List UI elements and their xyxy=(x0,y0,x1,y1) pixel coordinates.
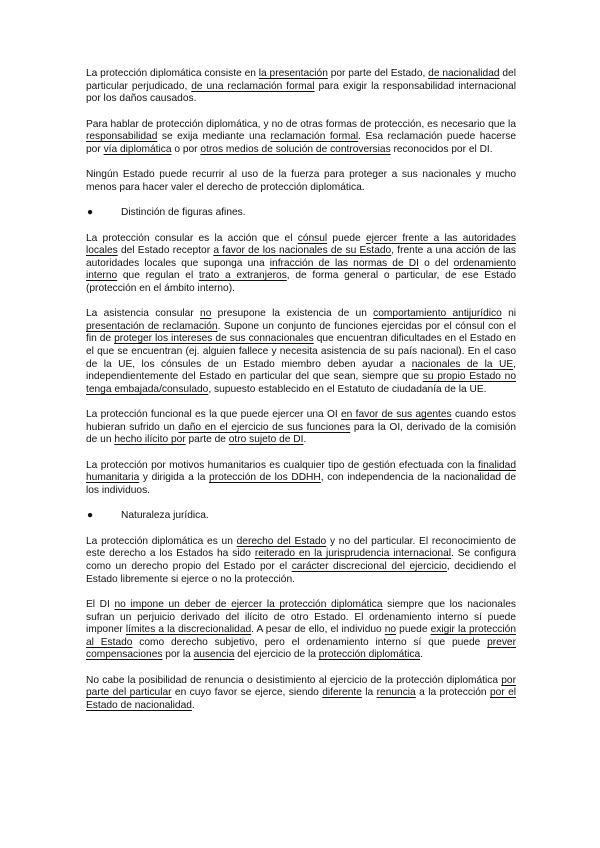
text-run: El DI xyxy=(86,598,115,610)
text-run: La protección diplomática es un xyxy=(86,535,237,547)
underlined-text: nacionales de la UE xyxy=(411,358,514,370)
underlined-text: cónsul xyxy=(297,232,328,244)
text-run: . xyxy=(420,649,423,661)
paragraph-reclamation xyxy=(86,119,516,157)
paragraph-force xyxy=(86,169,516,194)
text-run: La asistencia consular xyxy=(86,308,201,320)
underlined-text: infracción de las normas de DI xyxy=(269,257,419,269)
underlined-text: protección diplomática xyxy=(318,649,421,661)
text-run: la xyxy=(361,687,377,699)
underlined-text: vía diplomática xyxy=(103,143,172,155)
underlined-text: de una reclamación formal xyxy=(191,80,315,92)
underlined-text: derecho del Estado xyxy=(236,535,327,547)
document-page xyxy=(86,68,516,725)
underlined-text: por el Estado de nacionalidad xyxy=(86,687,517,711)
paragraph-definition xyxy=(86,68,516,106)
text-run: parte de xyxy=(185,434,229,446)
text-run: puede xyxy=(396,624,431,636)
underlined-text: exigir la protección al Estado xyxy=(86,624,516,648)
text-run: siempre que los nacionales sufran un perjuicio derivado del ilícito de otro Estado. El ordenamiento interno sí puede imponer xyxy=(86,598,516,636)
paragraph-asistencia xyxy=(86,308,516,396)
paragraph-renuncia xyxy=(86,675,516,713)
underlined-text: trato a extranjeros xyxy=(198,270,287,282)
underlined-text: por parte del particular xyxy=(86,674,516,699)
text-run: para la OI, derivado de la comisión de un xyxy=(86,421,516,446)
underlined-text: daño en el ejercicio de sus funciones xyxy=(178,421,351,433)
text-run: o del xyxy=(418,257,454,269)
text-run: No cabe la posibilidad de renuncia o desistimiento al ejercicio de la protección diplomática xyxy=(86,674,502,686)
underlined-text: otros medios de solución de controversias xyxy=(200,143,391,155)
text-run: reconocidos por el DI. xyxy=(390,143,493,155)
text-run: , supuesto establecido en el Estatuto de ciudadanía de la UE. xyxy=(208,383,487,395)
underlined-text: no impone un deber de ejercer la protección diplomática xyxy=(114,598,383,610)
underlined-text: a favor de los nacionales de su Estado xyxy=(213,245,392,257)
text-run: para exigir la responsabilidad internacional por los daños causados. xyxy=(86,80,516,105)
underlined-text: de nacionalidad xyxy=(428,68,500,79)
text-run: . xyxy=(191,699,195,711)
underlined-text: finalidad humanitaria xyxy=(86,459,516,484)
text-run: por parte del Estado, xyxy=(327,68,429,79)
underlined-text: no xyxy=(200,308,212,320)
text-run: o por xyxy=(171,143,201,155)
text-run: presupone la existencia de un xyxy=(211,308,374,320)
underlined-text: ejercer frente a las autoridades locales xyxy=(86,232,516,257)
text-run: a la protección xyxy=(415,687,490,699)
paragraph-di-deber xyxy=(86,599,516,662)
text-run: . xyxy=(303,434,307,446)
underlined-text: en favor de sus agentes xyxy=(341,409,452,421)
text-run: cuando estos hubieran sufrido un xyxy=(86,409,517,433)
underlined-text: su propio Estado no tenga embajada/consulado xyxy=(86,371,516,395)
text-run: , decidiendo el Estado libremente si ejerce o no la protección. xyxy=(86,560,516,585)
text-run: del Estado receptor xyxy=(117,245,214,257)
underlined-text: hecho ilícito por xyxy=(114,434,186,446)
underlined-text: límites a la discrecionalidad xyxy=(125,624,252,636)
text-run: La protección funcional es la que puede ejercer una OI xyxy=(86,409,342,421)
text-run: . Supone un conjunto de funciones ejercidas por el cónsul con el fin de xyxy=(86,320,516,345)
underlined-text: prever compensaciones xyxy=(86,636,516,661)
text-run: y no del particular. El reconocimiento de este derecho a los Estados ha sido xyxy=(86,535,516,560)
text-run: Ningún Estado puede recurrir al uso de la fuerza para proteger a sus nacionales y mucho menos para hacer valer el derecho de protección diplomática. xyxy=(86,169,516,193)
text-run: , de forma general o particular, de ese Estado (protección en el ámbito interno). xyxy=(86,270,516,294)
underlined-text: proteger los intereses de sus connacionales xyxy=(114,333,314,345)
underlined-text: carácter discrecional del ejercicio xyxy=(291,560,447,572)
underlined-text: diferente xyxy=(322,687,362,699)
text-run: ni xyxy=(501,308,517,320)
text-run: La protección diplomática consiste en xyxy=(86,68,259,79)
text-run: . Se configura como un derecho propio del Estado por el xyxy=(86,548,517,572)
underlined-text: ordenamiento interno xyxy=(86,257,516,282)
text-run: por la xyxy=(162,649,194,661)
underlined-text: otro sujeto de DI xyxy=(228,434,304,446)
underlined-text: reclamación formal xyxy=(270,131,359,143)
text-run: Para hablar de protección diplomática, y no de otras formas de protección, es necesario que la xyxy=(86,118,516,130)
text-run: del particular perjudicado, xyxy=(86,68,516,92)
text-run: La protección consular es la acción que el xyxy=(86,232,298,244)
text-run: . Esa reclamación puede hacerse por xyxy=(86,131,516,155)
underlined-text: reiterado en la jurisprudencia internacional xyxy=(254,548,452,560)
text-run: y dirigida a la xyxy=(139,472,210,484)
text-run: como derecho subjetivo, pero el ordenamiento interno sí que puede xyxy=(132,636,488,648)
text-run: que encuentran dificultades en el Estado en el que se encuentran (ej. alguien fallece y necesita asistencia de su país nacional). En el caso de la UE, los cónsules de un Estado miembro deben ayudar a xyxy=(86,333,516,370)
text-run: , frente a una acción de las autoridades locales que suponga una xyxy=(86,245,516,269)
underlined-text: responsabilidad xyxy=(86,131,158,143)
underlined-text: renuncia xyxy=(376,687,416,699)
text-run: del ejercicio de la xyxy=(234,649,319,661)
text-run: se exija mediante una xyxy=(157,131,271,143)
text-run: que regulan el xyxy=(117,270,199,282)
bullet-naturaleza xyxy=(86,510,516,523)
text-run: La protección por motivos humanitarios es cualquier tipo de gestión efectuada con la xyxy=(86,459,479,471)
text-run: , con independencia de la nacionalidad de los individuos. xyxy=(86,472,517,497)
bullet-dot-icon: ● xyxy=(87,207,94,219)
bullet-label: Naturaleza jurídica. xyxy=(121,510,209,522)
paragraph-humanitaria xyxy=(86,460,516,498)
underlined-text: comportamiento antijurídico xyxy=(373,308,502,320)
paragraph-consular xyxy=(86,233,516,296)
paragraph-funcional xyxy=(86,409,516,447)
underlined-text: la presentación xyxy=(258,68,328,79)
underlined-text: protección de los DDHH xyxy=(209,472,321,484)
bullet-distincion xyxy=(86,207,516,220)
text-run: en cuyo favor se ejerce, siendo xyxy=(171,687,323,699)
underlined-text: no xyxy=(384,624,397,636)
bullet-dot-icon: ● xyxy=(87,510,94,522)
bullet-label: Distinción de figuras afines. xyxy=(121,207,246,219)
underlined-text: presentación de reclamación xyxy=(86,320,218,332)
text-run: . A pesar de ello, el individuo xyxy=(251,624,385,636)
text-run: puede xyxy=(327,232,366,244)
paragraph-derecho-estado xyxy=(86,536,516,586)
underlined-text: ausencia xyxy=(193,649,235,661)
text-run: , independientemente del Estado en particular del que sean, siempre que xyxy=(86,358,516,383)
